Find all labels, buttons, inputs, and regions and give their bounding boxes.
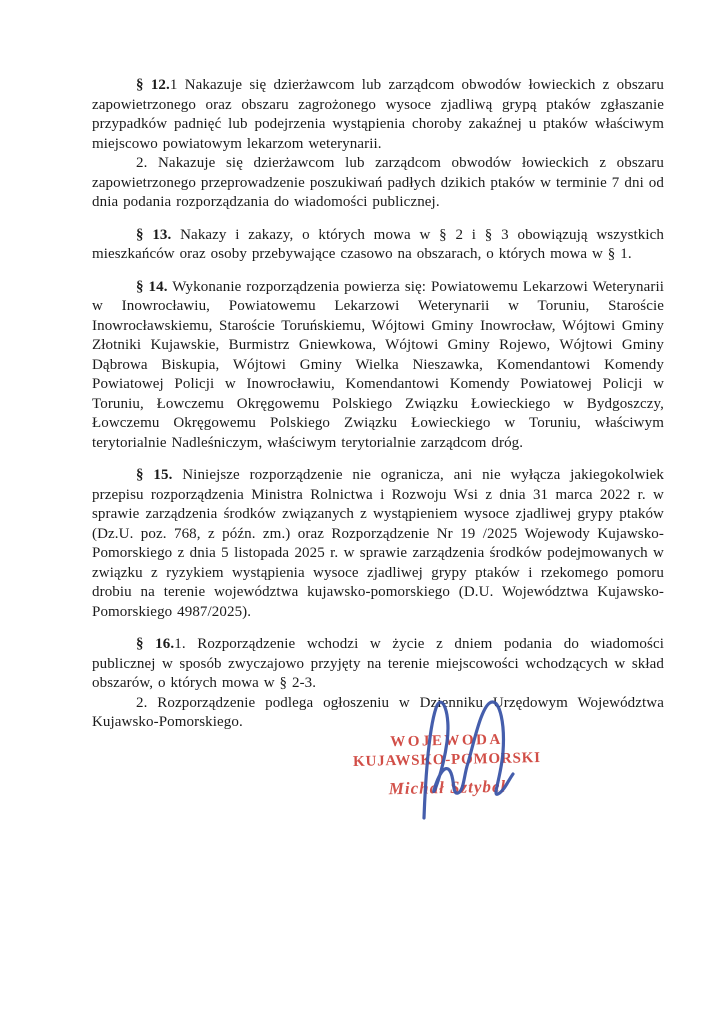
- paragraph-16-1: [92, 635, 664, 694]
- stamp-signatory-name: Michał Sztybel: [388, 776, 507, 799]
- paragraph-12-2: [92, 154, 664, 213]
- paragraph-16-2: [92, 694, 664, 733]
- section-number-16: § 16.: [136, 636, 175, 652]
- paragraph-12-1-text: 1 Nakazuje się dzierżawcom lub zarządcom obwodów łowieckich z obszaru zapowietrzonego oraz obszaru zagrożonego wysoce zjadliwą grypą ptaków zgłaszanie przypadków padnięć lub podejrzenia wystąpienia choroby zakaźnej u ptaków właściwym miejscowo powiatowym lekarzom weterynarii.: [92, 77, 664, 152]
- paragraph-13: [92, 226, 664, 265]
- section-number-15: § 15.: [136, 467, 173, 483]
- official-stamp: [351, 731, 542, 800]
- regulation-text-block: [92, 76, 664, 733]
- stamp-title: WOJEWODA: [390, 731, 503, 751]
- paragraph-14-text: Wykonanie rozporządzenia powierza się: Powiatowemu Lekarzowi Weterynarii w Inowrocławiu, Powiatowemu Lekarzowi Weterynarii w Toruniu, Staroście Inowrocławskiemu, Staroście Toruńskiemu, Wójtowi Gminy Inowrocław, Wójtowi Gminy Złotniki Kujawskie, Burmistrz Gniewkowa, Wójtowi Gminy Rojewo, Wójtowi Gminy Dąbrowa Biskupia, Wójtowi Gminy Wielka Nieszawka, Komendantowi Komendy Powiatowej Policji w Inowrocławiu, Komendantowi Komendy Powiatowej Policji w Toruniu, Łowczemu Okręgowemu Polskiego Związku Łowieckiego w Bydgoszczy, Łowczemu Okręgowemu Polskiego Związku Łowieckiego w Toruniu, właściwym terytorialnie Nadleśniczym, właściwym terytorialnie zarządcom dróg.: [92, 278, 665, 451]
- section-number-13: § 13.: [136, 226, 172, 243]
- paragraph-12-2-text: 2. Nakazuje się dzierżawcom lub zarządcom obwodów łowieckich z obszaru zapowietrzonego przeprowadzenie poszukiwań padłych dzikich ptaków w terminie 7 dni od dnia podania rozporządzania do wiadomości publicznej.: [92, 155, 664, 210]
- paragraph-15: [92, 466, 664, 622]
- paragraph-12-1: [92, 76, 664, 154]
- paragraph-14: [92, 278, 664, 454]
- section-number-14: § 14.: [136, 278, 168, 295]
- paragraph-16-2-text: 2. Rozporządzenie podlega ogłoszeniu w Dzienniku Urzędowym Województwa Kujawsko-Pomorskiego.: [92, 694, 664, 730]
- paragraph-13-text: Nakazy i zakazy, o których mowa w § 2 i § 3 obowiązują wszystkich mieszkańców oraz osoby przebywające czasowo na obszarach, o których mowa w § 1.: [92, 226, 664, 262]
- paragraph-16-1-text: 1. Rozporządzenie wchodzi w życie z dniem podania do wiadomości publicznej w sposób zwyczajowo przyjęty na terenie miejscowości wchodzących w skład obszarów, o których mowa w § 2-3.: [92, 636, 664, 691]
- paragraph-15-text: Niniejsze rozporządzenie nie ogranicza, ani nie wyłącza jakiegokolwiek przepisu rozporządzenia Ministra Rolnictwa i Rozwoju Wsi z dnia 31 marca 2022 r. w sprawie zarządzenia środków związanych z wystąpieniem wysoce zjadliwej grypy ptaków (Dz.U. poz. 768, z późn. zm.) oraz Rozporządzenie Nr 19 /2025 Wojewody Kujawsko-Pomorskiego z dnia 5 listopada 2025 r. w sprawie zarządzenia środków podejmowanych w związku z ryzykiem wystąpienia wysoce zjadliwej grypy ptaków i rzekomego pomoru drobiu na terenie województwa kujawsko-pomorskiego (D.U. Województwa Kujawsko-Pomorskiego 4987/2025).: [92, 467, 664, 620]
- stamp-region: KUJAWSKO-POMORSKI: [352, 750, 541, 770]
- section-number-12: § 12.: [136, 77, 170, 93]
